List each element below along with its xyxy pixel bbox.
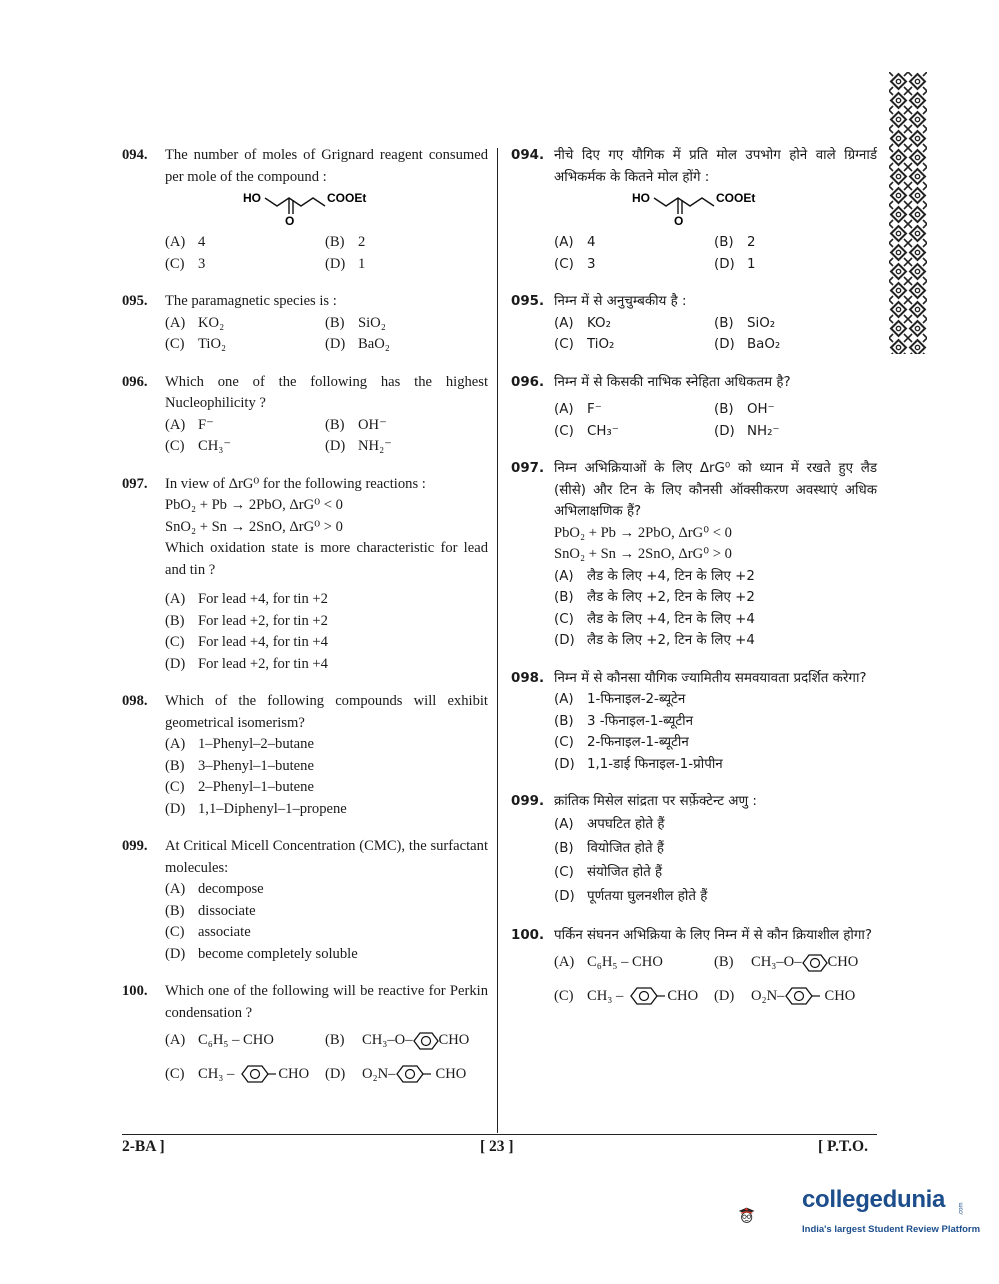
option-d[interactable]: (D) O₂N– CHO (714, 986, 877, 1008)
footer-rule (122, 1134, 877, 1135)
question-097-hi (511, 458, 877, 652)
question-stem: निम्न में से किसकी नाभिक स्नेहिता अधिकतम है? (554, 374, 791, 390)
option-b[interactable]: (B) 3 -फिनाइल-1-ब्यूटीन (554, 713, 694, 729)
option-a[interactable]: (A) अपघटित होते हैं (554, 816, 665, 832)
option-a[interactable]: (A) 4 (554, 235, 596, 250)
option-c[interactable]: (C) लैड के लिए +4, टिन के लिए +4 (554, 611, 755, 627)
reaction-2: SnO₂ + Sn → 2SnO, ΔrG⁰ > 0 (165, 518, 343, 535)
option-d[interactable]: (D) पूर्णतया घुलनशील होते हैं (554, 888, 708, 904)
option-c[interactable]: (C) 3 (165, 255, 206, 272)
option-b[interactable]: (B) वियोजित होते हैं (554, 840, 665, 856)
option-a[interactable]: (A) KO₂ (554, 315, 611, 331)
struct-right: COOEt (327, 191, 367, 205)
benzene-ring-icon (623, 986, 667, 1006)
benzene-ring-icon (234, 1064, 278, 1084)
option-b[interactable]: (B) CH₃–O– CHO (714, 952, 877, 974)
option-c[interactable]: (C) associate (165, 924, 251, 940)
struct-left: HO (243, 191, 261, 205)
option-a[interactable]: (A) decompose (165, 881, 264, 897)
question-stem: The number of moles of Grignard reagent consumed per mole of the compound : (165, 147, 488, 185)
question-095-en (122, 291, 488, 356)
option-d[interactable]: (D) 1,1–Diphenyl–1–propene (165, 800, 347, 817)
question-stem: Which one of the following will be reactive for Perkin condensation ? (165, 983, 488, 1021)
question-number: 095. (511, 294, 545, 309)
english-column (122, 145, 488, 1101)
option-b[interactable]: (B) OH⁻ (714, 402, 775, 417)
option-c[interactable]: (C) CH₃ – CHO (165, 1064, 325, 1086)
compound-structure (628, 190, 778, 228)
option-d[interactable]: (D) become completely soluble (165, 945, 358, 962)
question-098-en (122, 691, 488, 820)
collegedunia-mascot-icon (737, 1175, 803, 1255)
struct-left: HO (632, 191, 650, 205)
question-stem: क्रांतिक मिसेल सांद्रता पर सर्फ़ेक्टेन्ट अणु : (554, 794, 757, 809)
question-095-hi (511, 291, 877, 356)
option-d[interactable]: (D) O₂N– CHO (325, 1064, 488, 1086)
option-d[interactable]: (D) 1,1-डाई फिनाइल-1-प्रोपीन (554, 756, 723, 772)
question-number: 100. (511, 927, 545, 943)
option-a[interactable]: (A) 1-फिनाइल-2-ब्यूटेन (554, 692, 686, 707)
struct-bottom: O (674, 214, 684, 228)
question-100-en (122, 981, 488, 1085)
option-b[interactable]: (B) For lead +2, for tin +2 (165, 612, 328, 629)
question-stem: निम्न अभिक्रियाओं के लिए ΔrG⁰ को ध्यान में रखते हुए लैड (सीसे) और टिन के लिए कौनसी ऑक्सीकरण अवस्थाएं अधिक अभिलाक्षणिक हैं? (554, 461, 877, 519)
option-d[interactable]: (D) लैड के लिए +2, टिन के लिए +4 (554, 633, 755, 648)
question-stem: निम्न में से कौनसा यौगिक ज्यामितीय समवयावता प्रदर्शित करेगा? (554, 670, 867, 686)
please-turn-over: [ P.T.O. (818, 1138, 868, 1155)
option-b[interactable]: (B) 2 (325, 234, 366, 250)
option-c[interactable]: (C) 2-फिनाइल-1-ब्यूटीन (554, 735, 689, 750)
reaction-1: PbO₂ + Pb → 2PbO, ΔrG⁰ < 0 (554, 524, 732, 541)
option-a[interactable]: (A) लैड के लिए +4, टिन के लिए +2 (554, 568, 755, 584)
reaction-2: SnO₂ + Sn → 2SnO, ΔrG⁰ > 0 (554, 546, 732, 562)
question-stem: पर्किन संघनन अभिक्रिया के लिए निम्न में से कौन क्रियाशील होगा? (554, 927, 872, 943)
question-097-en (122, 474, 488, 676)
option-c[interactable]: (C) 2–Phenyl–1–butene (165, 779, 314, 795)
column-divider (497, 148, 498, 1133)
reaction-1: PbO₂ + Pb → 2PbO, ΔrG⁰ < 0 (165, 497, 343, 513)
benzene-ring-icon (413, 1031, 439, 1051)
option-c[interactable]: (C) CH₃⁻ (165, 438, 232, 454)
question-number: 096. (122, 373, 148, 390)
option-b[interactable]: (B) OH⁻ (325, 416, 387, 433)
option-a[interactable]: (A) 1–Phenyl–2–butane (165, 736, 314, 752)
question-096-hi (511, 372, 877, 443)
question-stem: The paramagnetic species is : (165, 293, 337, 309)
option-b[interactable]: (B) 2 (714, 235, 756, 250)
question-number: 100. (122, 983, 148, 999)
question-number: 099. (122, 838, 148, 854)
option-d[interactable]: (D) For lead +2, for tin +4 (165, 655, 328, 672)
question-number: 094. (122, 147, 148, 163)
option-d[interactable]: (D) BaO₂ (325, 336, 390, 352)
option-c[interactable]: (C) 3 (554, 256, 596, 272)
option-a[interactable]: (A) F⁻ (165, 416, 214, 433)
question-number: 095. (122, 293, 148, 309)
benzene-ring-icon (784, 986, 824, 1006)
benzene-ring-icon (395, 1064, 435, 1084)
brand-domain: .com (958, 1202, 965, 1216)
question-stem: नीचे दिए गए यौगिक में प्रति मोल उपभोग होने वाले ग्रिग्नार्ड अभिकर्मक के कितने मोल होंगे : (554, 148, 877, 185)
question-number: 099. (511, 794, 545, 809)
struct-bottom: O (285, 214, 295, 228)
question-096-en (122, 372, 488, 458)
brand-name: collegedunia (802, 1186, 946, 1213)
option-c[interactable]: (C) TiO₂ (165, 336, 227, 352)
option-b[interactable]: (B) SiO₂ (325, 314, 386, 331)
brand-tagline: India's largest Student Review Platform (802, 1224, 981, 1235)
question-094-en (122, 145, 488, 275)
page-number: [ 23 ] (480, 1138, 514, 1155)
question-number: 098. (511, 670, 545, 686)
option-a[interactable]: (A) C₆H₅ – CHO (165, 1032, 274, 1048)
question-number: 096. (511, 374, 545, 390)
question-094-hi (511, 145, 877, 275)
option-b[interactable]: (B) CH₃–O– CHO (325, 1030, 488, 1052)
question-stem: In view of ΔrG⁰ for the following reactions : (165, 475, 426, 492)
paper-code: 2-BA ] (122, 1138, 165, 1155)
option-d[interactable]: (D) BaO₂ (714, 337, 781, 352)
option-a[interactable]: (A) C₆H₅ – CHO (554, 954, 663, 970)
question-stem: Which of the following compounds will exhibit geometrical isomerism? (165, 693, 488, 731)
option-b[interactable]: (B) लैड के लिए +2, टिन के लिए +2 (554, 590, 755, 605)
option-d[interactable]: (D) NH₂⁻ (325, 438, 392, 454)
question-number: 097. (122, 475, 148, 492)
option-b[interactable]: (B) dissociate (165, 902, 256, 919)
question-number: 094. (511, 148, 545, 163)
option-c[interactable]: (C) For lead +4, for tin +4 (165, 634, 328, 650)
question-stem: At Critical Micell Concentration (CMC), the surfactant molecules: (165, 838, 488, 876)
question-stem: Which one of the following has the highest Nucleophilicity ? (165, 373, 488, 411)
question-098-hi (511, 668, 877, 776)
option-a[interactable]: (A) F⁻ (554, 402, 602, 417)
option-d[interactable]: (D) 1 (325, 255, 366, 272)
decorative-border-pattern (889, 72, 927, 354)
option-b[interactable]: (B) SiO₂ (714, 315, 776, 331)
benzene-ring-icon (802, 953, 828, 973)
option-d[interactable]: (D) NH₂⁻ (714, 423, 780, 439)
compound-structure (239, 190, 389, 228)
question-099-hi (511, 791, 877, 909)
option-c[interactable]: (C) CH₃⁻ (554, 423, 619, 439)
question-number: 098. (122, 693, 148, 709)
option-a[interactable]: (A) 4 (165, 234, 206, 250)
question-stem: निम्न में से अनुचुम्बकीय है : (554, 294, 687, 309)
hindi-column (511, 145, 877, 1023)
question-100-hi (511, 925, 877, 1008)
option-c[interactable]: (C) TiO₂ (554, 337, 615, 352)
question-stem-2: Which oxidation state is more characteristic for lead and tin ? (165, 540, 488, 578)
option-a[interactable]: (A) KO₂ (165, 314, 225, 331)
option-c[interactable]: (C) CH₃ – CHO (554, 986, 714, 1008)
option-a[interactable]: (A) For lead +4, for tin +2 (165, 591, 328, 607)
option-d[interactable]: (D) 1 (714, 256, 756, 272)
option-c[interactable]: (C) संयोजित होते हैं (554, 864, 663, 880)
option-b[interactable]: (B) 3–Phenyl–1–butene (165, 757, 314, 774)
question-number: 097. (511, 461, 545, 476)
struct-right: COOEt (716, 191, 756, 205)
question-099-en (122, 836, 488, 965)
